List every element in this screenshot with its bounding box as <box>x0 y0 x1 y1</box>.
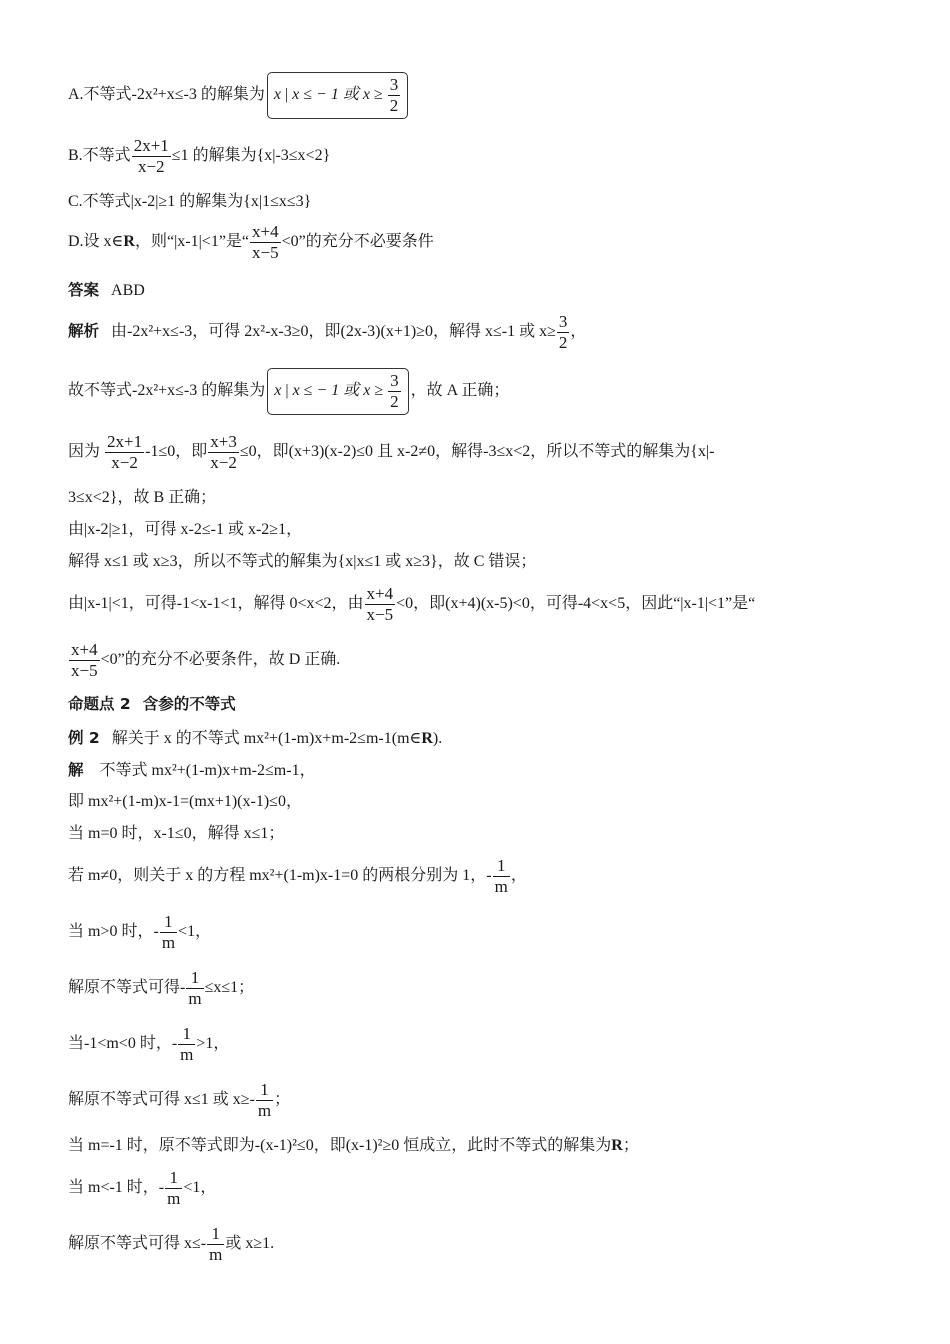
solution-set-a: x | x ≤ − 1 或 x ≥ $\frac{3}{2}$ <box>267 368 408 415</box>
analysis-mid: -1≤0，即 <box>145 443 208 461</box>
option-d-mid: ，则“|x-1|<1”是“ <box>134 233 250 251</box>
set-condition: x ≤ − 1 或 x ≥ <box>292 86 383 104</box>
numerator: 3 <box>558 312 568 331</box>
solution-text: 解原不等式可得- <box>68 979 186 997</box>
solution-tail: 或 x≥1. <box>225 1235 275 1253</box>
analysis-line-7 <box>68 584 755 625</box>
solution-line-3: 当 m=0 时，x-1≤0，解得 x≤1； <box>68 825 285 842</box>
analysis-tail: ，故 A 正确； <box>410 382 510 400</box>
numerator: 1 <box>165 1168 182 1189</box>
solution-line-5 <box>68 912 211 953</box>
numerator: 2x+1 <box>133 136 169 155</box>
denominator: m <box>494 877 508 896</box>
analysis-text: 由-2x²+x≤-3，可得 2x²-x-3≥0，即(2x-3)(x+1)≥0，解得 x≤-1 或 x≥ <box>111 323 556 341</box>
fraction-b <box>132 136 171 177</box>
numerator: 1 <box>178 1024 195 1045</box>
answer-line <box>68 278 145 303</box>
analysis-tail: ， <box>570 323 587 341</box>
analysis-line-3 <box>68 432 715 473</box>
solution-tail: <1， <box>178 923 212 941</box>
analysis-line-8 <box>68 640 340 681</box>
solution-line-4 <box>68 856 527 897</box>
fraction-3-2 <box>557 312 570 353</box>
solution-line-7 <box>68 1024 229 1065</box>
solution-line-8 <box>68 1080 290 1121</box>
option-a <box>68 72 410 119</box>
denominator: m <box>257 1101 272 1120</box>
solution-text: 当-1<m<0 时，- <box>68 1035 178 1053</box>
solution-line-9 <box>68 1134 639 1158</box>
denominator: x−2 <box>137 157 165 176</box>
option-d-tail: <0”的充分不必要条件 <box>281 233 434 251</box>
answer-label: 答案 <box>68 281 100 299</box>
denominator: x−5 <box>366 605 394 624</box>
numerator: 1 <box>186 968 203 989</box>
denominator: 2 <box>558 333 568 352</box>
solution-text: 解原不等式可得 x≤1 或 x≥- <box>68 1091 255 1109</box>
solution-line-11 <box>68 1224 274 1265</box>
solution-tail: ≤x≤1； <box>204 979 255 997</box>
option-d <box>68 222 434 263</box>
numerator: 1 <box>256 1080 273 1101</box>
example-line <box>68 726 442 751</box>
option-b <box>68 136 330 177</box>
numerator: 3 <box>390 371 399 390</box>
option-b-tail: ≤1 的解集为{x|-3≤x<2} <box>171 147 331 165</box>
analysis-line-6: 解得 x≤1 或 x≥3，所以不等式的解集为{x|x≤1 或 x≥3}，故 C 错误； <box>68 553 537 570</box>
analysis-text: 因为 <box>68 443 101 461</box>
solution-text: 当 m>0 时，- <box>68 923 159 941</box>
fraction-1-m <box>186 968 203 1009</box>
analysis-line-4: 3≤x<2}，故 B 正确； <box>68 489 217 506</box>
solution-line-2: 即 mx²+(1-m)x-1=(mx+1)(x-1)≤0， <box>68 793 302 810</box>
solution-tail: ； <box>274 1091 291 1109</box>
real-set-symbol: R <box>611 1137 623 1154</box>
numerator: 1 <box>493 856 510 877</box>
denominator: 2 <box>389 96 399 115</box>
example-text: 解关于 x 的不等式 mx²+(1-m)x+m-2≤m-1(m∈ <box>111 730 422 747</box>
topic-title: 含参的不等式 <box>142 695 236 713</box>
solution-text: 不等式 mx²+(1-m)x+m-2≤m-1， <box>99 762 316 779</box>
fraction-1-m <box>256 1080 273 1121</box>
denominator: 2 <box>390 392 399 411</box>
solution-line-6 <box>68 968 254 1009</box>
denominator: m <box>161 933 176 952</box>
fraction-b2 <box>208 432 239 473</box>
analysis-tail: <0”的充分不必要条件，故 D 正确. <box>100 651 341 669</box>
denominator: x−2 <box>210 453 237 472</box>
solution-tail: ； <box>622 1137 639 1154</box>
fraction-d <box>250 222 281 263</box>
analysis-line-1 <box>68 312 586 353</box>
solution-text: 当 m=-1 时，原不等式即为-(x-1)²≤0，即(x-1)²≥0 恒成立，此时不等式的解集为 <box>68 1137 612 1154</box>
option-b-text: B.不等式 <box>68 147 131 165</box>
topic-heading <box>68 692 236 717</box>
denominator: x−2 <box>111 453 138 472</box>
solution-line-1 <box>68 758 316 783</box>
numerator: 3 <box>389 75 399 94</box>
analysis-line-5: 由|x-2|≥1，可得 x-2≤-1 或 x-2≥1， <box>68 521 303 538</box>
fraction-3-2 <box>388 75 401 116</box>
analysis-tail: ≤0，即(x+3)(x-2)≤0 且 x-2≠0，解得-3≤x<2，所以不等式的解集为{x|- <box>239 443 715 461</box>
fraction-d <box>69 640 100 681</box>
denominator: m <box>167 1189 181 1208</box>
option-c: C.不等式|x-2|≥1 的解集为{x|1≤x≤3} <box>68 193 312 210</box>
option-a-text: A.不等式-2x²+x≤-3 的解集为 <box>68 86 265 104</box>
set-var: x <box>274 382 282 400</box>
denominator: m <box>188 989 202 1008</box>
solution-text: 解原不等式可得 x≤- <box>68 1235 207 1253</box>
solution-text: 当 m<-1 时，- <box>68 1179 165 1197</box>
set-condition: x ≤ − 1 或 x ≥ <box>292 382 384 400</box>
numerator: 2x+1 <box>107 432 143 451</box>
fraction-1-m <box>160 912 177 953</box>
solution-label: 解 <box>68 761 84 779</box>
topic-label: 命题点 2 <box>68 695 131 713</box>
fraction-3-2 <box>388 371 401 412</box>
real-set-symbol: R <box>421 730 433 747</box>
numerator: x+4 <box>71 640 98 659</box>
solution-tail: <1， <box>183 1179 217 1197</box>
analysis-tail: <0，即(x+4)(x-5)<0，可得-4<x<5，因此“|x-1|<1”是“ <box>396 595 756 613</box>
solution-tail: ， <box>510 867 527 885</box>
analysis-line-2 <box>68 368 509 415</box>
denominator: x−5 <box>252 243 279 262</box>
real-set-symbol: R <box>123 233 135 251</box>
denominator: m <box>180 1045 194 1064</box>
analysis-text: 故不等式-2x²+x≤-3 的解集为 <box>68 382 266 400</box>
example-tail: ). <box>432 730 443 747</box>
numerator: x+3 <box>210 432 237 451</box>
numerator: 1 <box>207 1224 224 1245</box>
option-d-text: D.设 x∈ <box>68 233 124 251</box>
fraction-1-m <box>165 1168 182 1209</box>
solution-set-a: x | x ≤ − 1 或 x ≥ $\frac{3}{2}$ <box>267 72 408 119</box>
analysis-text: 由|x-1|<1，可得-1<x-1<1，解得 0<x<2，由 <box>68 595 364 613</box>
numerator: x+4 <box>252 222 279 241</box>
denominator: x−5 <box>71 661 98 680</box>
analysis-label: 解析 <box>68 322 100 341</box>
fraction-1-m <box>493 856 510 897</box>
answer-value: ABD <box>111 282 145 299</box>
numerator: 1 <box>160 912 177 933</box>
solution-tail: >1， <box>196 1035 230 1053</box>
fraction-d <box>365 584 396 625</box>
solution-line-10 <box>68 1168 216 1209</box>
numerator: x+4 <box>366 584 394 603</box>
set-var: x <box>273 86 281 104</box>
fraction-1-m <box>207 1224 224 1265</box>
denominator: m <box>209 1245 223 1264</box>
example-label: 例 2 <box>68 729 100 747</box>
fraction-b <box>105 432 144 473</box>
solution-text: 若 m≠0，则关于 x 的方程 mx²+(1-m)x-1=0 的两根分别为 1，- <box>68 867 492 885</box>
fraction-1-m <box>178 1024 195 1065</box>
